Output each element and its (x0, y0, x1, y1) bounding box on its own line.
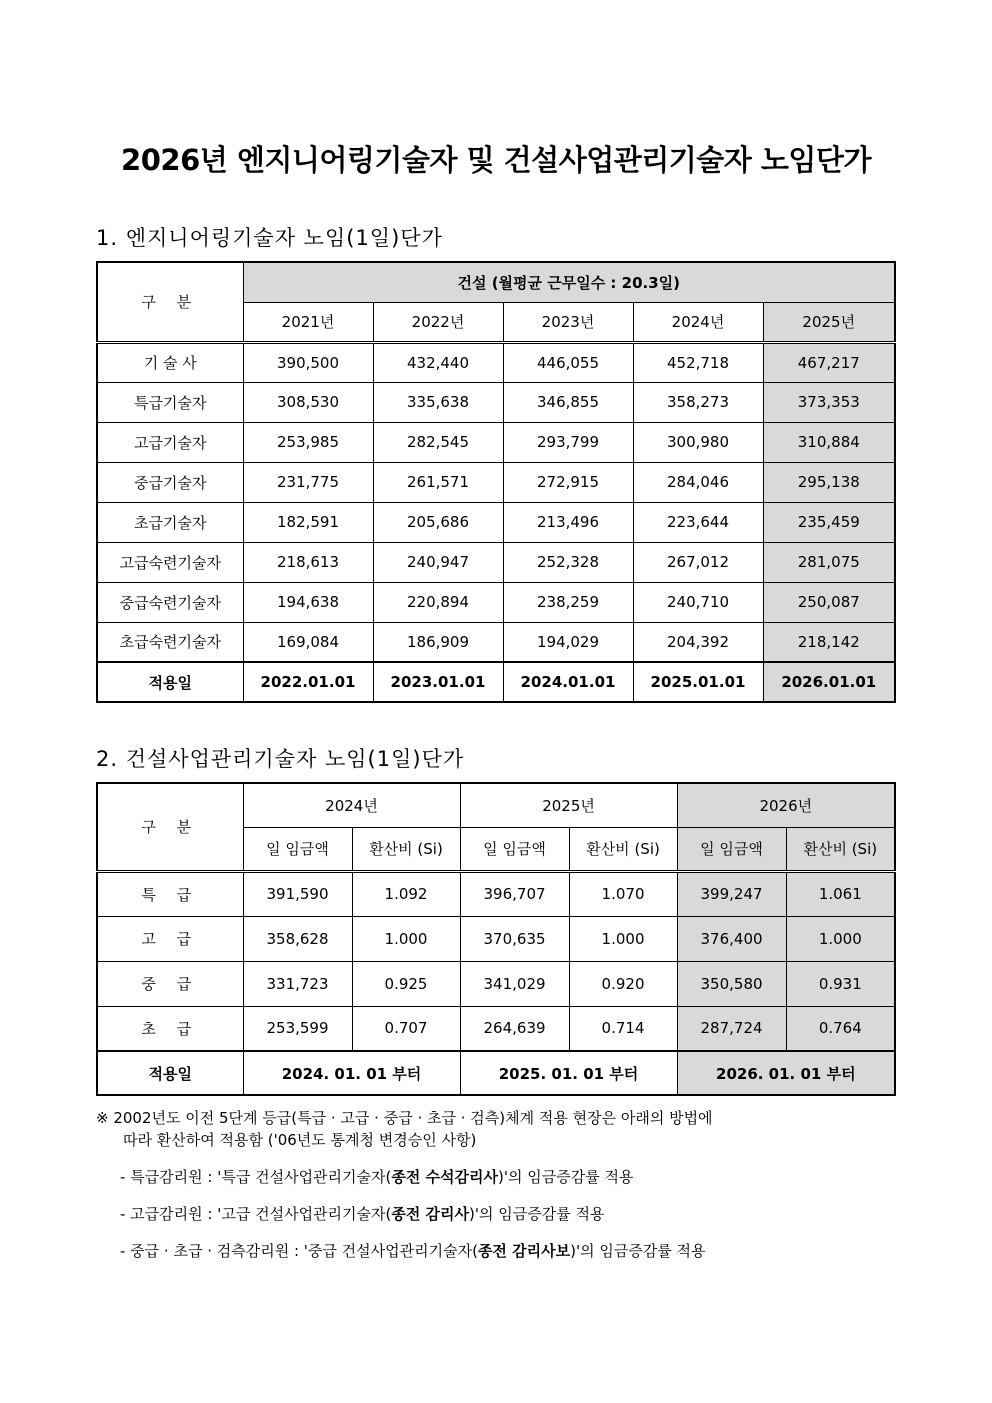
cell-value: 1.061 (786, 871, 895, 916)
note-item-emphasis: 종전 감리사보 (477, 1242, 571, 1260)
table-row (97, 542, 895, 582)
cell-value: 1.000 (569, 916, 677, 961)
table-row (97, 422, 895, 462)
note-item-text: - 고급감리원 : '고급 건설사업관리기술자( (120, 1205, 392, 1223)
category-header: 구 분 (97, 783, 243, 871)
note-item-text: )'의 임금증감률 적용 (570, 1242, 706, 1260)
apply-label: 적용일 (97, 662, 243, 702)
table-row (97, 871, 895, 916)
note-item-emphasis: 종전 수석감리사 (391, 1168, 499, 1186)
apply-date: 2026.01.01 (763, 662, 895, 702)
sub-header: 일 임금액 (243, 827, 352, 871)
table-row (97, 622, 895, 662)
cell-value: 310,884 (763, 422, 895, 462)
table-row (97, 342, 895, 382)
cell-value: 282,545 (373, 422, 503, 462)
cell-value: 1.000 (786, 916, 895, 961)
cell-value: 287,724 (677, 1006, 786, 1051)
cell-value: 253,985 (243, 422, 373, 462)
note-item (96, 1166, 896, 1188)
cell-value: 240,710 (633, 582, 763, 622)
table-row (97, 961, 895, 1006)
year-header: 2025년 (460, 783, 677, 827)
sub-header: 환산비 (Si) (569, 827, 677, 871)
row-label: 초급숙련기술자 (97, 622, 243, 662)
apply-label: 적용일 (97, 1051, 243, 1095)
cell-value: 0.925 (352, 961, 460, 1006)
cell-value: 186,909 (373, 622, 503, 662)
sub-header: 일 임금액 (677, 827, 786, 871)
cell-value: 284,046 (633, 462, 763, 502)
year-header: 2025년 (763, 302, 895, 342)
cell-value: 264,639 (460, 1006, 569, 1051)
category-header: 구 분 (97, 262, 243, 342)
cell-value: 267,012 (633, 542, 763, 582)
year-header: 2023년 (503, 302, 633, 342)
cell-value: 194,638 (243, 582, 373, 622)
cell-value: 182,591 (243, 502, 373, 542)
sub-header: 일 임금액 (460, 827, 569, 871)
apply-date: 2025.01.01 (633, 662, 763, 702)
cell-value: 446,055 (503, 342, 633, 382)
cell-value: 250,087 (763, 582, 895, 622)
cell-value: 0.764 (786, 1006, 895, 1051)
cell-value: 373,353 (763, 382, 895, 422)
engineering-wage-table (96, 261, 896, 703)
cell-value: 1.092 (352, 871, 460, 916)
apply-date: 2025. 01. 01 부터 (460, 1051, 677, 1095)
cell-value: 240,947 (373, 542, 503, 582)
cell-value: 1.070 (569, 871, 677, 916)
note-item-text: - 중급 · 초급 · 검측감리원 : '중급 건설사업관리기술자( (120, 1242, 478, 1260)
cell-value: 205,686 (373, 502, 503, 542)
apply-date: 2026. 01. 01 부터 (677, 1051, 895, 1095)
year-header: 2026년 (677, 783, 895, 827)
cell-value: 376,400 (677, 916, 786, 961)
cell-value: 432,440 (373, 342, 503, 382)
cell-value: 295,138 (763, 462, 895, 502)
row-label: 중급숙련기술자 (97, 582, 243, 622)
cell-value: 293,799 (503, 422, 633, 462)
row-label: 고급숙련기술자 (97, 542, 243, 582)
note-item (96, 1203, 896, 1225)
apply-date: 2024. 01. 01 부터 (243, 1051, 460, 1095)
table-row (97, 462, 895, 502)
note-item-emphasis: 종전 감리사 (391, 1205, 470, 1223)
cell-value: 0.707 (352, 1006, 460, 1051)
row-label: 특급기술자 (97, 382, 243, 422)
cell-value: 204,392 (633, 622, 763, 662)
cell-value: 390,500 (243, 342, 373, 382)
table-row (97, 1006, 895, 1051)
note-main-line: 따라 환산하여 적용함 ('06년도 통계청 변경승인 사항) (123, 1131, 477, 1149)
row-label: 중급기술자 (97, 462, 243, 502)
cell-value: 335,638 (373, 382, 503, 422)
cm-wage-table (96, 782, 896, 1096)
cell-value: 391,590 (243, 871, 352, 916)
cell-value: 213,496 (503, 502, 633, 542)
cell-value: 358,628 (243, 916, 352, 961)
cell-value: 194,029 (503, 622, 633, 662)
apply-date: 2024.01.01 (503, 662, 633, 702)
cell-value: 253,599 (243, 1006, 352, 1051)
cell-value: 0.931 (786, 961, 895, 1006)
note-item-text: )'의 임금증감률 적용 (498, 1168, 634, 1186)
cell-value: 235,459 (763, 502, 895, 542)
row-label: 고 급 (97, 916, 243, 961)
note-item (96, 1240, 896, 1262)
cell-value: 281,075 (763, 542, 895, 582)
note-item-text: )'의 임금증감률 적용 (469, 1205, 605, 1223)
cell-value: 169,084 (243, 622, 373, 662)
apply-date: 2023.01.01 (373, 662, 503, 702)
notes (96, 1107, 896, 1262)
cell-value: 238,259 (503, 582, 633, 622)
cell-value: 331,723 (243, 961, 352, 1006)
table-row (97, 502, 895, 542)
cell-value: 358,273 (633, 382, 763, 422)
cell-value: 396,707 (460, 871, 569, 916)
cell-value: 261,571 (373, 462, 503, 502)
cell-value: 399,247 (677, 871, 786, 916)
cell-value: 452,718 (633, 342, 763, 382)
apply-date: 2022.01.01 (243, 662, 373, 702)
apply-date-row (97, 662, 895, 702)
year-header: 2022년 (373, 302, 503, 342)
note-item-text: - 특급감리원 : '특급 건설사업관리기술자( (120, 1168, 392, 1186)
section2-heading: 2. 건설사업관리기술자 노임(1일)단가 (96, 747, 465, 771)
cell-value: 300,980 (633, 422, 763, 462)
cell-value: 223,644 (633, 502, 763, 542)
row-label: 특 급 (97, 871, 243, 916)
row-label: 기 술 사 (97, 342, 243, 382)
cell-value: 341,029 (460, 961, 569, 1006)
cell-value: 0.920 (569, 961, 677, 1006)
table-row (97, 382, 895, 422)
year-header: 2024년 (633, 302, 763, 342)
cell-value: 467,217 (763, 342, 895, 382)
cell-value: 0.714 (569, 1006, 677, 1051)
cell-value: 218,142 (763, 622, 895, 662)
row-label: 초급기술자 (97, 502, 243, 542)
cell-value: 231,775 (243, 462, 373, 502)
cell-value: 350,580 (677, 961, 786, 1006)
group-header: 건설 (월평균 근무일수 : 20.3일) (243, 262, 895, 302)
year-header: 2024년 (243, 783, 460, 827)
cell-value: 220,894 (373, 582, 503, 622)
cell-value: 1.000 (352, 916, 460, 961)
table-row (97, 916, 895, 961)
cell-value: 308,530 (243, 382, 373, 422)
sub-header: 환산비 (Si) (352, 827, 460, 871)
row-label: 중 급 (97, 961, 243, 1006)
cell-value: 272,915 (503, 462, 633, 502)
page-title: 2026년 엔지니어링기술자 및 건설사업관리기술자 노임단가 (121, 143, 871, 177)
year-header: 2021년 (243, 302, 373, 342)
cell-value: 252,328 (503, 542, 633, 582)
note-main-line: ※ 2002년도 이전 5단계 등급(특급 · 고급 · 중급 · 초급 · 검측)체계 적용 현장은 아래의 방법에 (96, 1109, 713, 1127)
cell-value: 218,613 (243, 542, 373, 582)
table-row (97, 582, 895, 622)
cell-value: 346,855 (503, 382, 633, 422)
row-label: 고급기술자 (97, 422, 243, 462)
row-label: 초 급 (97, 1006, 243, 1051)
cell-value: 370,635 (460, 916, 569, 961)
apply-date-row (97, 1051, 895, 1095)
section1-heading: 1. 엔지니어링기술자 노임(1일)단가 (96, 226, 443, 250)
sub-header: 환산비 (Si) (786, 827, 895, 871)
